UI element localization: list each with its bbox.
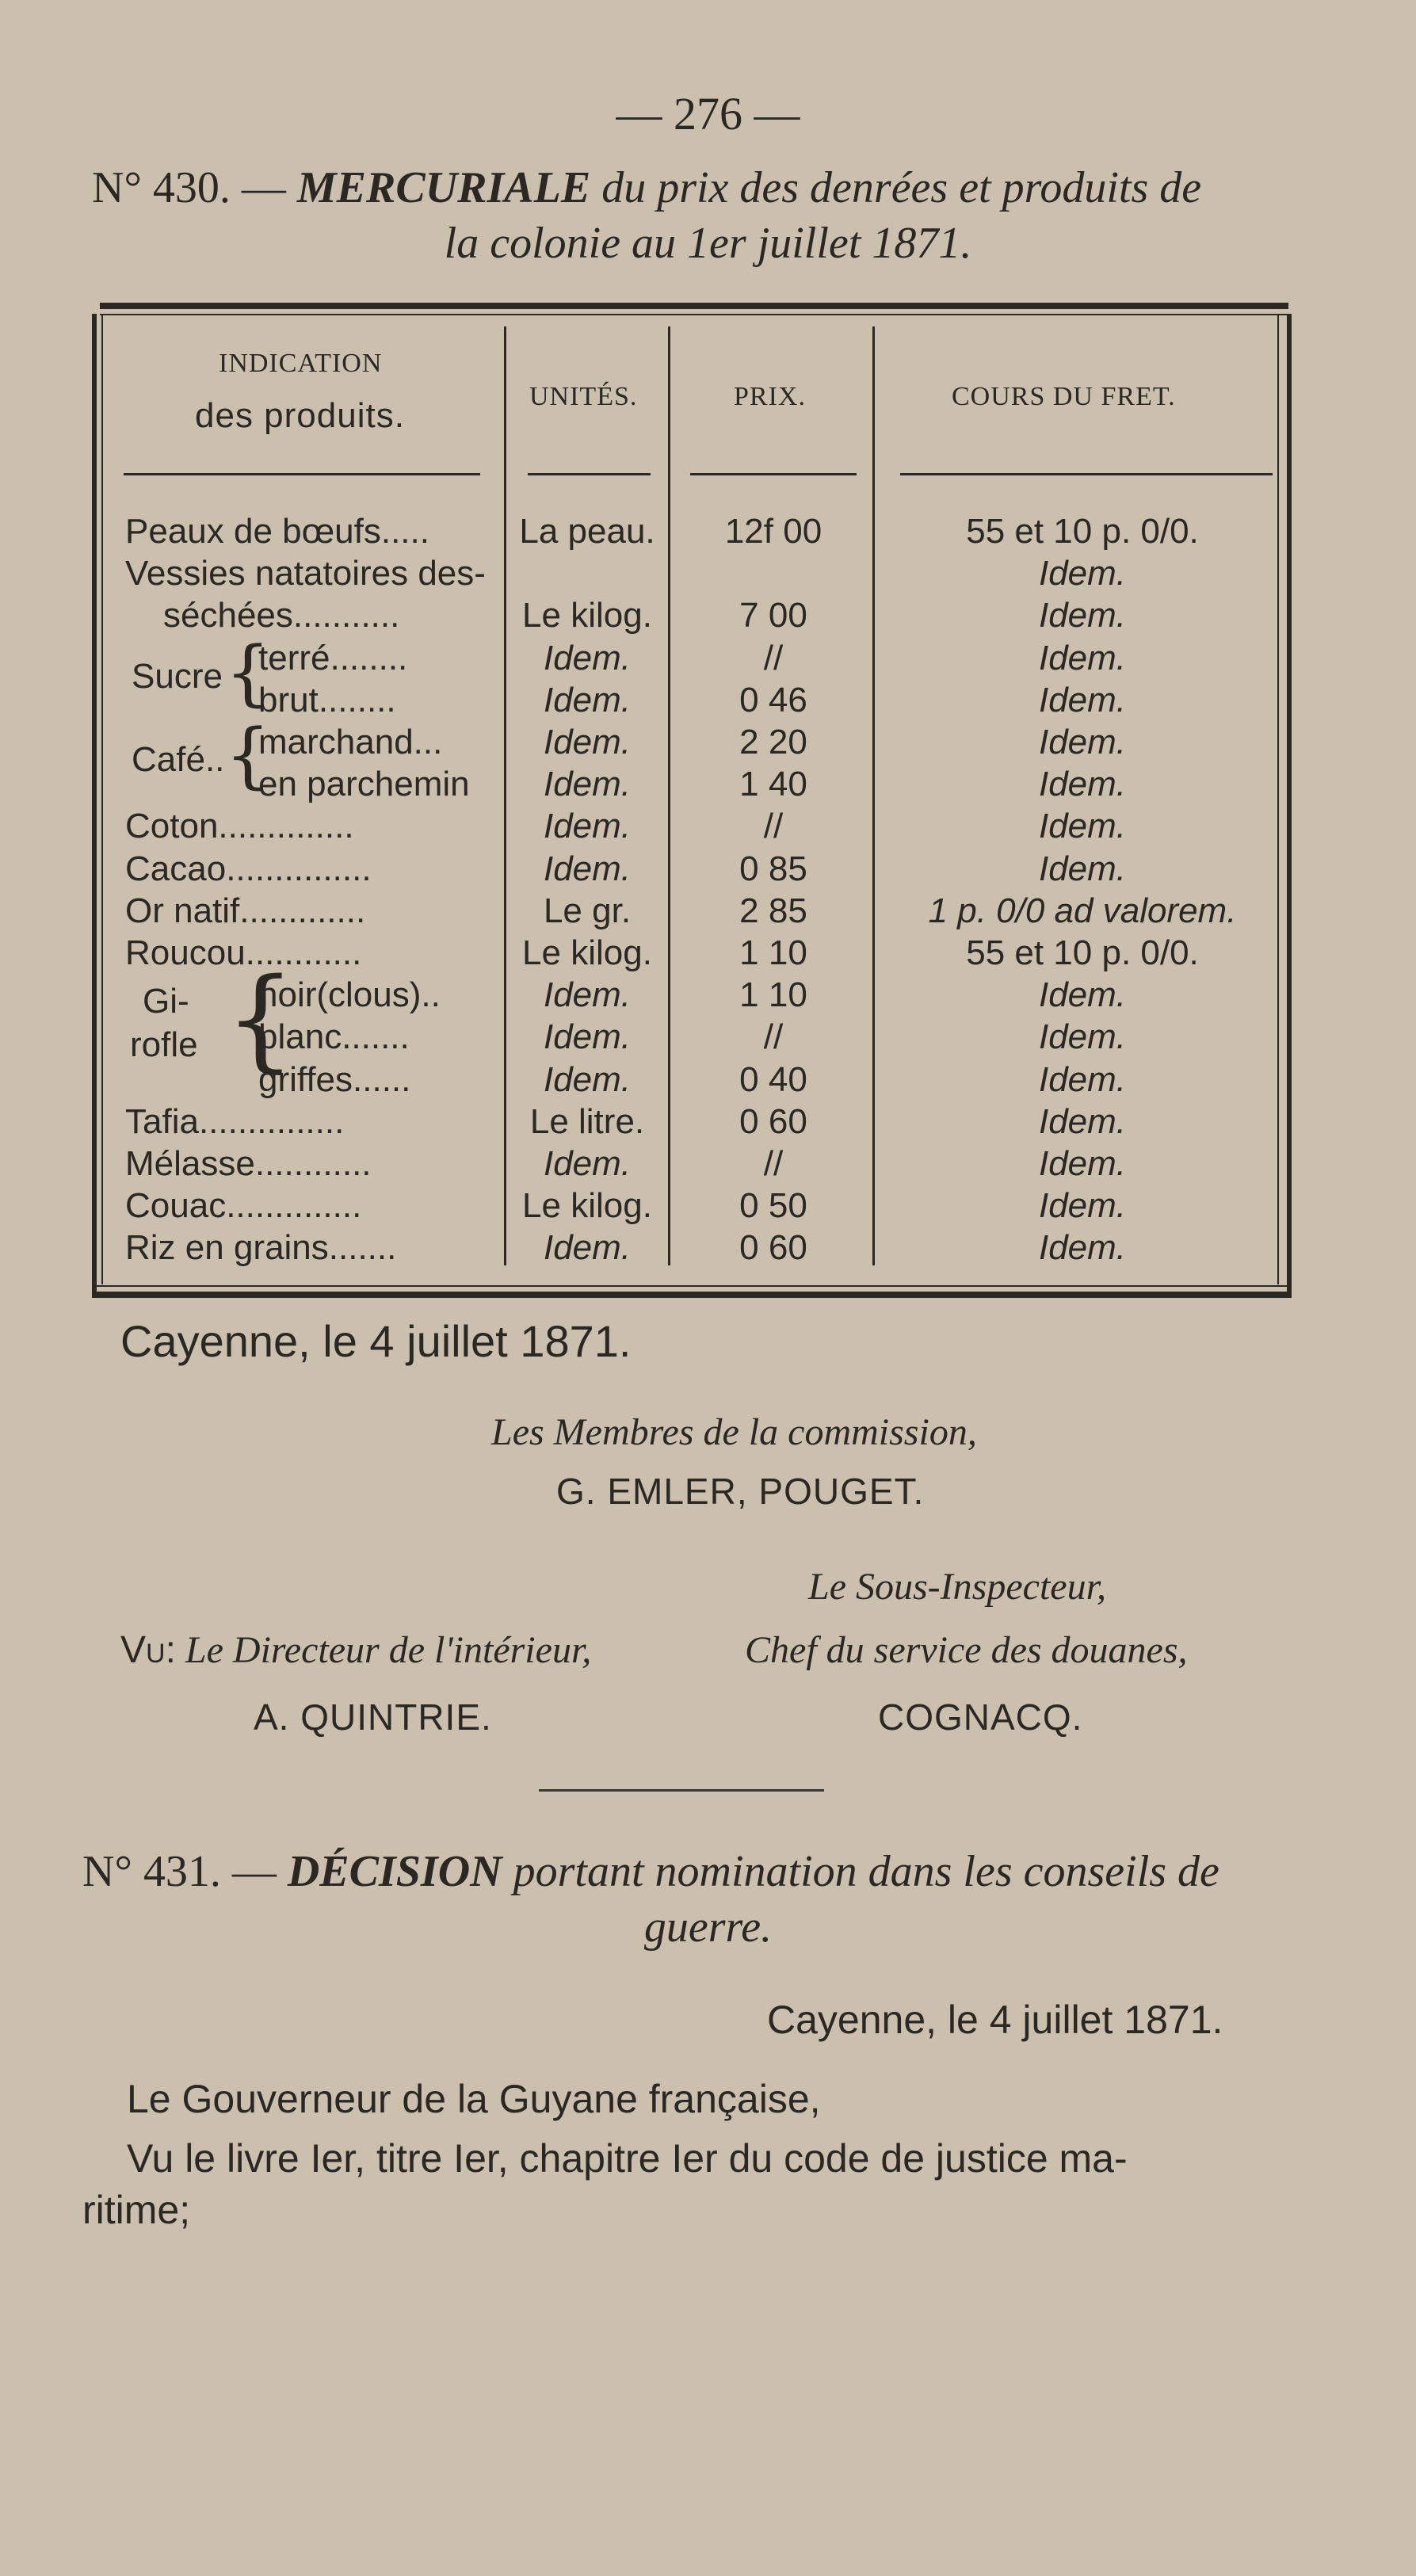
group-label-sucre: Sucre	[132, 657, 223, 696]
commission-names: G. EMLER, POUGET.	[556, 1471, 925, 1512]
brace-girofle: {	[225, 955, 296, 1084]
row-price: 0 40	[739, 1059, 807, 1099]
row-product-name: Mélasse............	[125, 1144, 372, 1183]
row-unit: Idem.	[543, 1228, 632, 1268]
row-price: 1 10	[739, 933, 807, 972]
row-cours-du-fret: Idem.	[1038, 1017, 1127, 1057]
douanes-name: COGNACQ.	[878, 1696, 1083, 1738]
decision-dash: —	[231, 1847, 277, 1896]
page-number: — 276 —	[616, 88, 800, 139]
vu-label: Vu:	[120, 1629, 176, 1671]
sous-inspecteur-title: Le Sous-Inspecteur,	[808, 1566, 1106, 1608]
row-unit: Idem.	[543, 1144, 632, 1183]
row-product-name: Cacao...............	[125, 849, 372, 888]
row-unit: Le kilog.	[522, 933, 652, 972]
decision-title	[82, 1846, 1219, 1897]
row-unit: Le litre.	[529, 1101, 645, 1141]
row-unit: Idem.	[543, 723, 632, 761]
vu-directeur	[120, 1628, 591, 1672]
row-cours-du-fret: Idem.	[1038, 849, 1127, 888]
group-label-cafe: Café..	[132, 740, 225, 779]
row-product-name: séchées...........	[163, 596, 400, 635]
row-product-name: noir(clous)..	[258, 975, 441, 1015]
row-unit: La peau.	[519, 512, 655, 551]
row-product-name: Tafia...............	[125, 1101, 345, 1141]
row-price: 2 85	[739, 891, 807, 930]
row-product-name: griffes......	[258, 1059, 411, 1099]
header-prix: PRIX.	[734, 382, 806, 411]
row-product-name: en parchemin	[258, 765, 470, 804]
row-unit: Idem.	[543, 807, 632, 846]
header-cours-du-fret: COURS DU FRET.	[952, 382, 1176, 411]
title-keyword: MERCURIALE	[296, 163, 591, 212]
row-cours-du-fret: Idem.	[1038, 554, 1127, 593]
row-price: 2 20	[739, 723, 807, 761]
row-price: //	[763, 807, 784, 846]
row-price: 0 85	[739, 849, 807, 888]
commission-title: Les Membres de la commission,	[491, 1411, 977, 1453]
chef-douanes-title: Chef du service des douanes,	[745, 1629, 1188, 1671]
row-cours-du-fret: Idem.	[1038, 1144, 1127, 1183]
directeur-name: A. QUINTRIE.	[254, 1696, 492, 1738]
decision-place-date: Cayenne, le 4 juillet 1871.	[767, 1998, 1223, 2042]
row-price: //	[763, 638, 784, 677]
row-product-name: Couac..............	[125, 1186, 362, 1226]
row-price: 0 50	[739, 1186, 807, 1226]
row-unit: Idem.	[543, 765, 632, 804]
directeur-title: Le Directeur de l'intérieur,	[185, 1629, 592, 1671]
row-product-name: Coton..............	[125, 807, 354, 846]
row-price: 0 46	[739, 680, 807, 719]
row-unit: Idem.	[543, 1017, 632, 1057]
title-rest: du prix des denrées et produits de	[601, 163, 1202, 212]
row-cours-du-fret: Idem.	[1038, 596, 1127, 635]
row-unit: Idem.	[543, 975, 632, 1015]
mercuriale-title-line2: la colonie au 1er juillet 1871.	[444, 219, 972, 268]
mercuriale-title	[92, 162, 1201, 213]
title-dash: —	[241, 163, 286, 212]
brace-sucre: {	[225, 632, 271, 715]
row-cours-du-fret: Idem.	[1038, 975, 1127, 1015]
row-cours-du-fret: Idem.	[1038, 680, 1127, 719]
group-label-girofle-1: Gi-	[143, 982, 189, 1021]
row-unit: Idem.	[543, 680, 632, 719]
row-cours-du-fret: 55 et 10 p. 0/0.	[966, 933, 1199, 972]
row-cours-du-fret: Idem.	[1038, 1228, 1127, 1268]
row-product-name: blanc.......	[258, 1017, 410, 1057]
row-cours-du-fret: Idem.	[1038, 723, 1127, 761]
row-product-name: Roucou............	[125, 933, 362, 972]
header-unites: UNITÉS.	[529, 382, 638, 411]
row-product-name: marchand...	[258, 723, 443, 761]
row-product-name: Vessies natatoires des-	[125, 554, 486, 593]
row-price: //	[763, 1144, 784, 1183]
row-cours-du-fret: Idem.	[1038, 807, 1127, 846]
row-price: 1 40	[739, 765, 807, 804]
brace-cafe: {	[225, 714, 271, 797]
row-price: 12f 00	[724, 512, 823, 551]
mercuriale-place-date: Cayenne, le 4 juillet 1871.	[120, 1316, 632, 1366]
row-product-name: Or natif.............	[125, 891, 366, 930]
row-cours-du-fret: Idem.	[1038, 765, 1127, 804]
title-number: N° 430.	[92, 163, 231, 212]
row-price: 7 00	[739, 596, 807, 635]
row-cours-du-fret: 1 p. 0/0 ad valorem.	[928, 891, 1237, 930]
group-label-girofle-2: rofle	[130, 1025, 198, 1064]
decision-title-rest: portant nomination dans les conseils de	[513, 1847, 1219, 1896]
row-price: 0 60	[739, 1101, 807, 1141]
decision-number: N° 431.	[82, 1847, 221, 1896]
vu-livre-line2: ritime;	[82, 2188, 191, 2232]
header-indication: INDICATION	[219, 349, 383, 378]
row-price: 1 10	[739, 975, 807, 1015]
row-unit: Idem.	[543, 1059, 632, 1099]
row-product-name: Peaux de bœufs.....	[125, 512, 429, 551]
decision-title-line2: guerre.	[643, 1902, 773, 1952]
row-cours-du-fret: 55 et 10 p. 0/0.	[966, 512, 1199, 551]
header-des-produits: des produits.	[195, 396, 405, 435]
row-price: 0 60	[739, 1228, 807, 1268]
vu-livre-line: Vu le livre Ier, titre Ier, chapitre Ier du code de justice ma-	[127, 2136, 1128, 2181]
row-unit: Le kilog.	[522, 596, 652, 635]
row-product-name: brut........	[258, 680, 396, 719]
row-cours-du-fret: Idem.	[1038, 1059, 1127, 1099]
price-table	[92, 303, 1296, 1299]
section-divider	[539, 1789, 824, 1792]
row-unit: Le kilog.	[522, 1186, 652, 1226]
row-cours-du-fret: Idem.	[1038, 638, 1127, 677]
row-price: //	[763, 1017, 784, 1057]
row-product-name: Riz en grains.......	[125, 1228, 397, 1268]
decision-keyword: DÉCISION	[287, 1847, 502, 1896]
row-unit: Idem.	[543, 638, 632, 677]
row-product-name: terré........	[258, 638, 408, 677]
row-cours-du-fret: Idem.	[1038, 1101, 1127, 1141]
row-unit: Idem.	[543, 849, 632, 888]
row-unit: Le gr.	[543, 891, 632, 930]
gouverneur-line: Le Gouverneur de la Guyane française,	[127, 2077, 821, 2121]
row-cours-du-fret: Idem.	[1038, 1186, 1127, 1226]
